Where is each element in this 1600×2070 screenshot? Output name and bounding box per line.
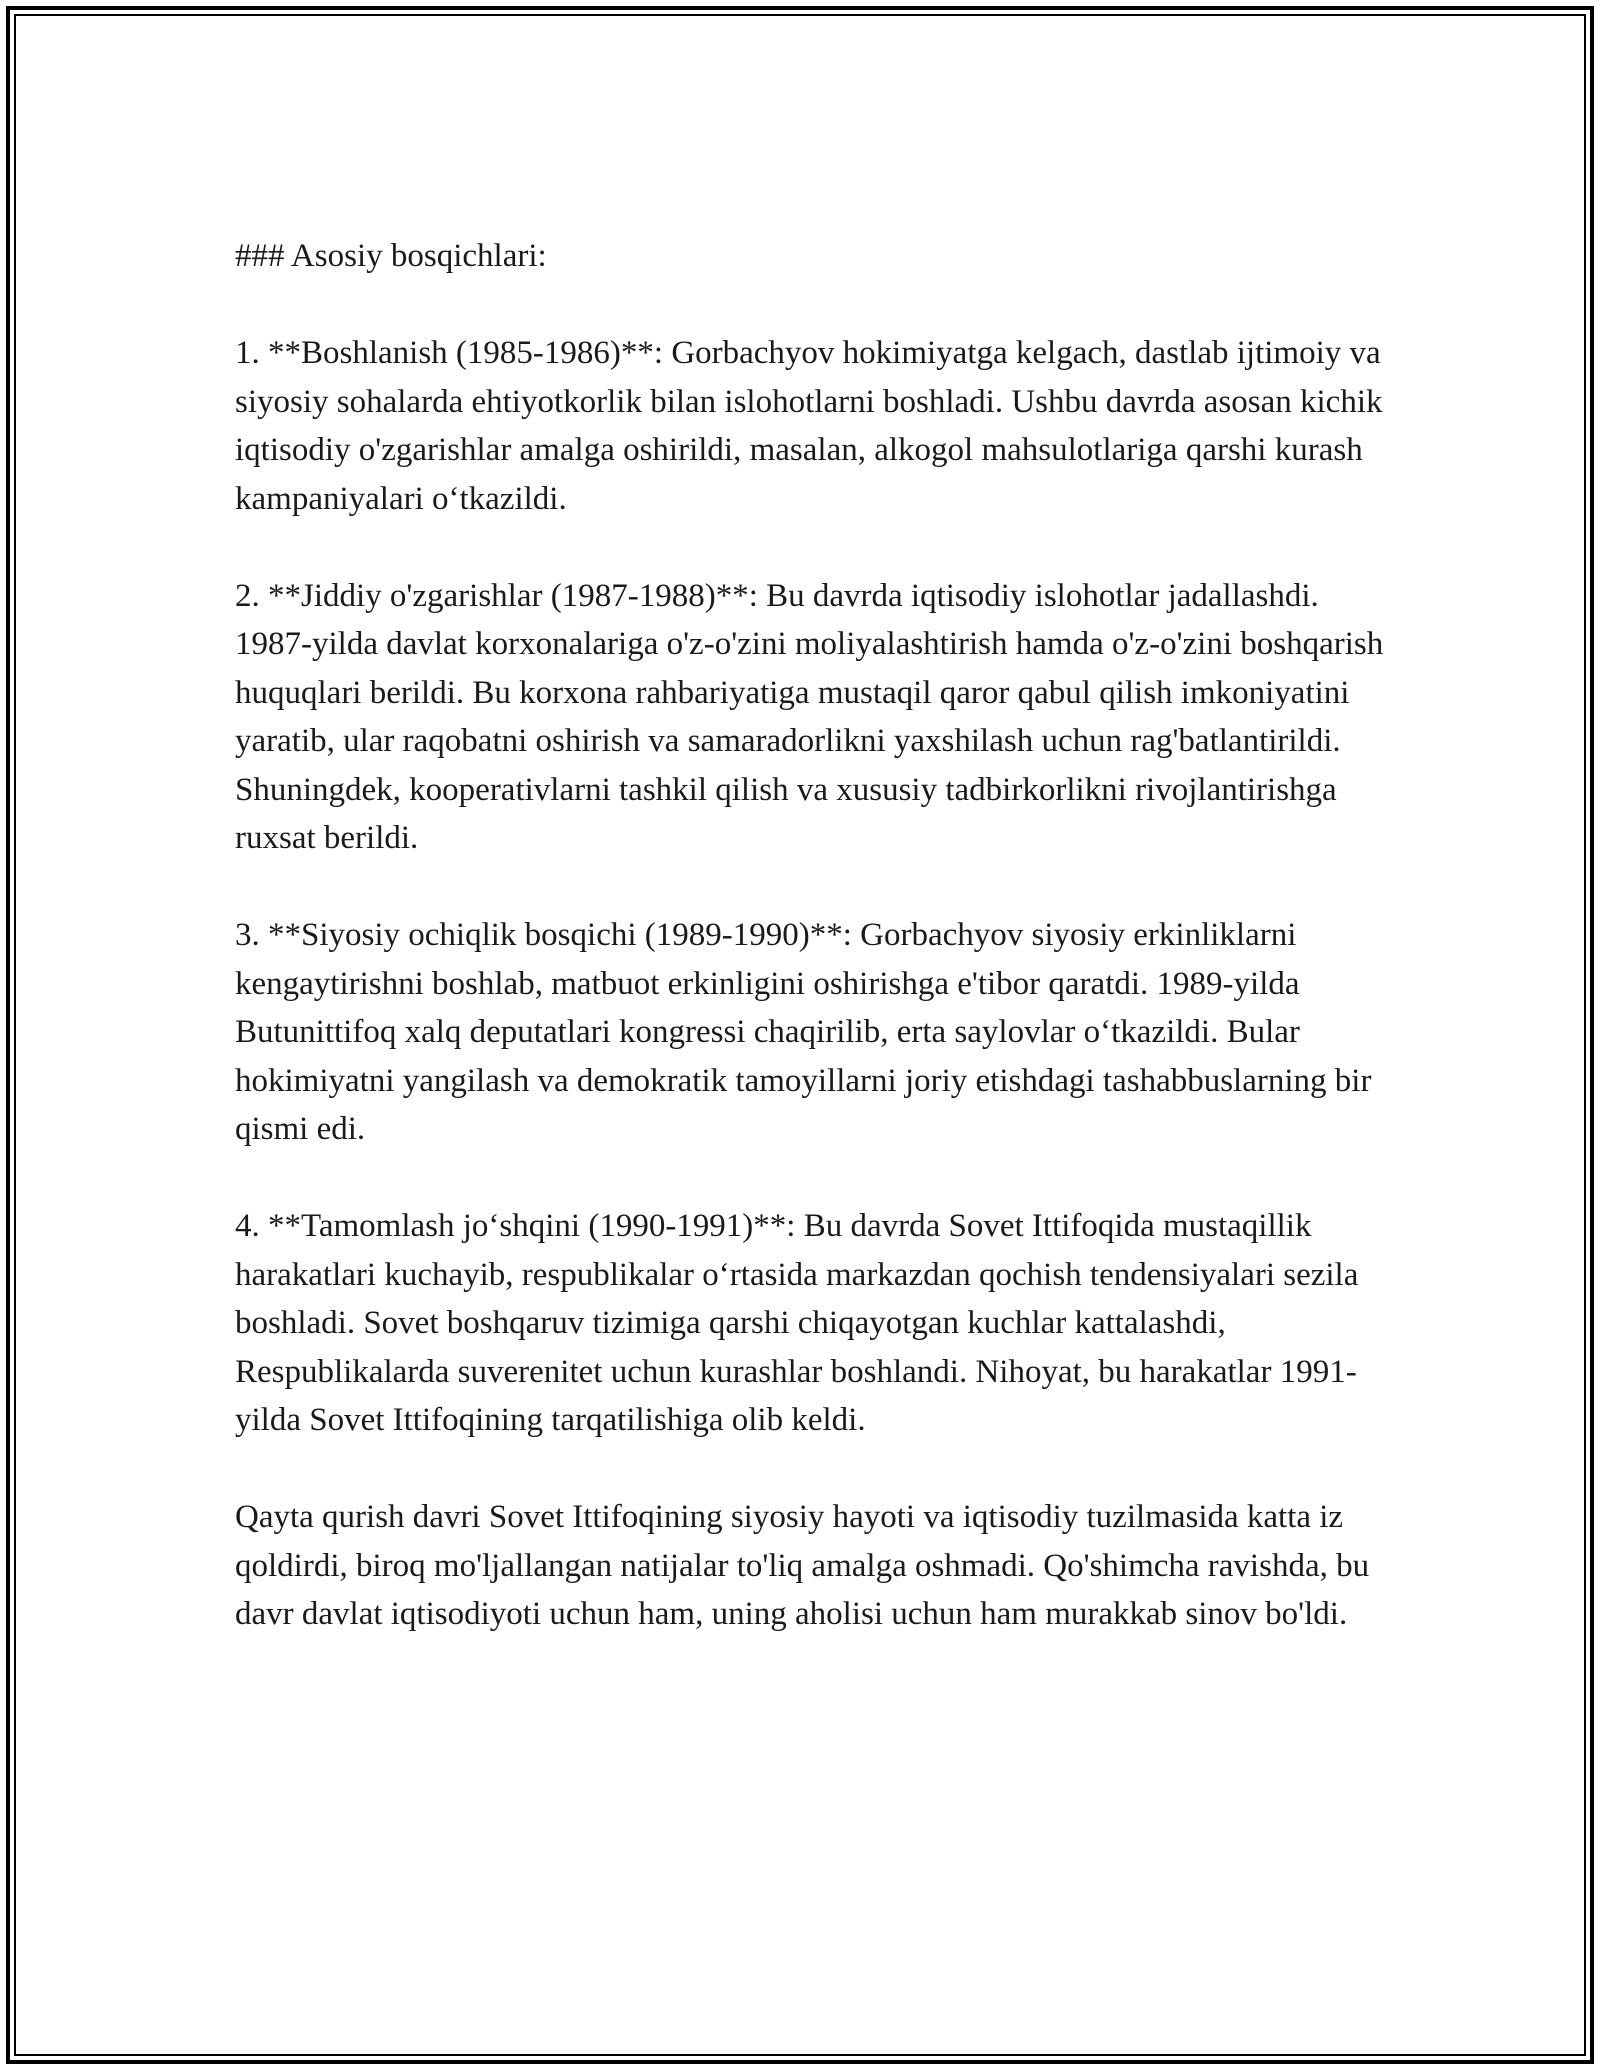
stage-item-4: 4. **Tamomlash jo‘shqini (1990-1991)**: Bu davrda Sovet Ittifoqida mustaqillik harakatlari kuchayib, respublikalar o‘rtasida markazdan qochish tendensiyalari sezila boshladi. Sovet boshqaruv tizimiga qarshi chiqayotgan kuchlar kattalashdi, Respublikalarda suverenitet uchun kurashlar boshlandi. Nihoyat, bu harakatlar 1991-yilda Sovet Ittifoqining tarqatilishiga olib keldi. (235, 1208, 1359, 1438)
stage-item-1: 1. **Boshlanish (1985-1986)**: Gorbachyov hokimiyatga kelgach, dastlab ijtimoiy va siyosiy sohalarda ehtiyotkorlik bilan islohotlarni boshladi. Ushbu davrda asosan kichik iqtisodiy o'zgarishlar amalga oshirildi, masalan, alkogol mahsulotlariga qarshi kurash kampaniyalari o‘tkazildi. (235, 335, 1383, 517)
document-body (235, 232, 1385, 1687)
conclusion-paragraph: Qayta qurish davri Sovet Ittifoqining siyosiy hayoti va iqtisodiy tuzilmasida katta iz qoldirdi, biroq mo'ljallangan natijalar to'liq amalga oshmadi. Qo'shimcha ravishda, bu davr davlat iqtisodiyoti uchun ham, uning aholisi uchun ham murakkab sinov bo'ldi. (235, 1499, 1370, 1632)
stage-item-2: 2. **Jiddiy o'zgarishlar (1987-1988)**: Bu davrda iqtisodiy islohotlar jadallashdi. 1987-yilda davlat korxonalariga o'z-o'zini moliyalashtirish hamda o'z-o'zini boshqarish huquqlari berildi. Bu korxona rahbariyatiga mustaqil qaror qabul qilish imkoniyatini yaratib, ular raqobatni oshirish va samaradorlikni yaxshilash uchun rag'batlantirildi. Shuningdek, kooperativlarni tashkil qilish va xususiy tadbirkorlikni rivojlantirishga ruxsat berildi. (235, 577, 1384, 856)
section-heading: ### Asosiy bosqichlari: (235, 238, 547, 274)
stage-item-3: 3. **Siyosiy ochiqlik bosqichi (1989-1990)**: Gorbachyov siyosiy erkinliklarni kengaytirishni boshlab, matbuot erkinligini oshirishga e'tibor qaratdi. 1989-yilda Butunittifoq xalq deputatlari kongressi chaqirilib, erta saylovlar o‘tkazildi. Bular hokimiyatni yangilash va demokratik tamoyillarni joriy etishdagi tashabbuslarning bir qismi edi. (235, 917, 1372, 1147)
